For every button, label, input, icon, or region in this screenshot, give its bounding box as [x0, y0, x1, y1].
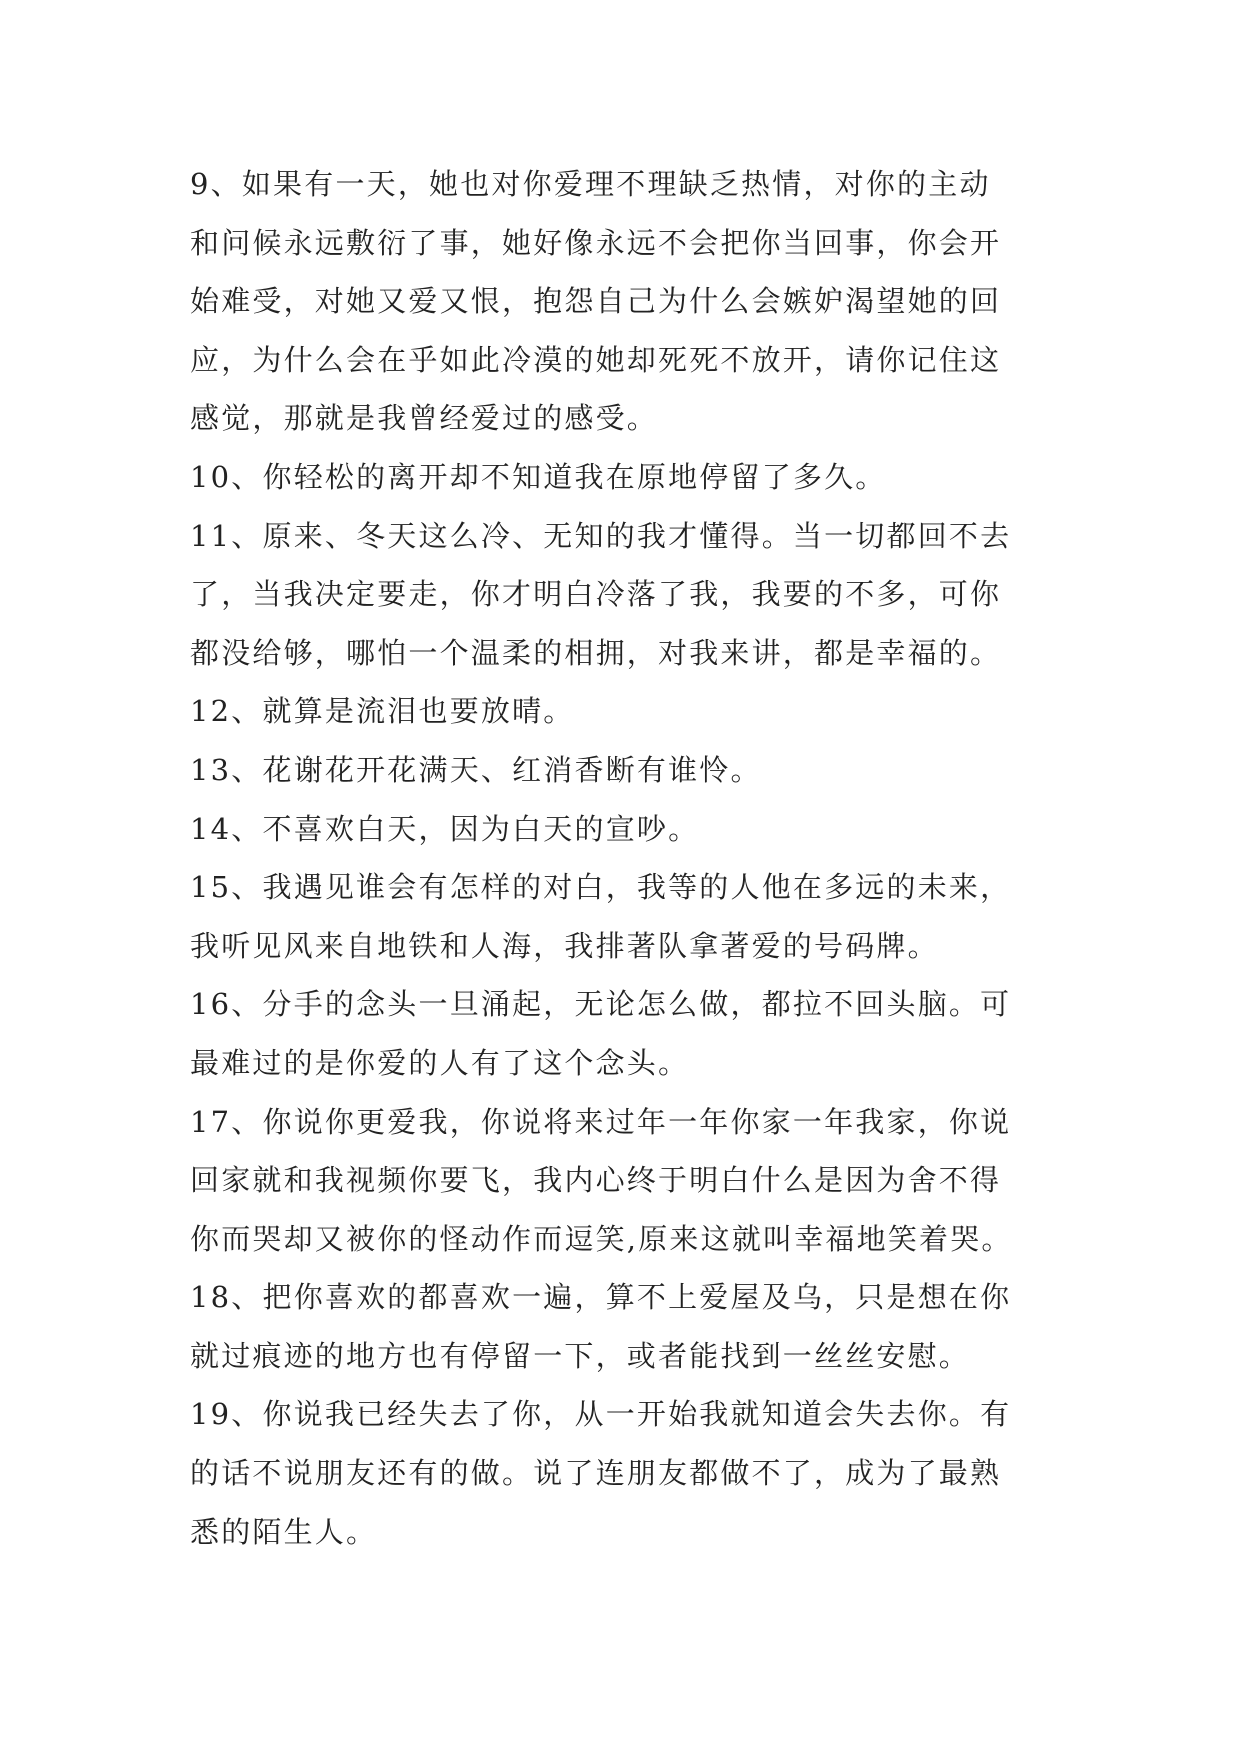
- text-line: 17、你说你更爱我，你说将来过年一年你家一年我家，你说: [190, 1104, 1012, 1139]
- text-line: 感觉，那就是我曾经爱过的感受。: [190, 401, 659, 436]
- text-line: 始难受，对她又爱又恨，抱怨自己为什么会嫉妒渴望她的回: [190, 284, 1002, 319]
- text-line: 悉的陌生人。: [190, 1514, 378, 1549]
- text-line: 10、你轻松的离开却不知道我在原地停留了多久。: [190, 459, 887, 494]
- text-line: 最难过的是你爱的人有了这个念头。: [190, 1045, 690, 1080]
- text-line: 我听见风来自地铁和人海，我排著队拿著爱的号码牌。: [190, 928, 939, 963]
- text-line: 和问候永远敷衍了事，她好像永远不会把你当回事，你会开: [190, 225, 1002, 260]
- text-line: 13、花谢花开花满天、红消香断有谁怜。: [190, 752, 762, 787]
- body-text: [190, 155, 1090, 1561]
- text-line: 的话不说朋友还有的做。说了连朋友都做不了，成为了最熟: [190, 1456, 1002, 1491]
- text-line: 了，当我决定要走，你才明白冷落了我，我要的不多，可你: [190, 577, 1002, 612]
- text-line: 14、不喜欢白天，因为白天的宣吵。: [190, 811, 700, 846]
- text-line: 19、你说我已经失去了你，从一开始我就知道会失去你。有: [190, 1397, 1012, 1432]
- text-line: 就过痕迹的地方也有停留一下，或者能找到一丝丝安慰。: [190, 1338, 971, 1373]
- text-line: 你而哭却又被你的怪动作而逗笑,原来这就叫幸福地笑着哭。: [190, 1221, 1013, 1256]
- text-line: 12、就算是流泪也要放晴。: [190, 694, 575, 729]
- text-line: 11、原来、冬天这么冷、无知的我才懂得。当一切都回不去: [190, 518, 1012, 553]
- text-line: 都没给够，哪怕一个温柔的相拥，对我来讲，都是幸福的。: [190, 635, 1002, 670]
- text-line: 16、分手的念头一旦涌起，无论怎么做，都拉不回头脑。可: [190, 987, 1012, 1022]
- text-line: 应，为什么会在乎如此冷漠的她却死死不放开，请你记住这: [190, 342, 1002, 377]
- text-line: 9、如果有一天，她也对你爱理不理缺乏热情，对你的主动: [190, 167, 991, 201]
- text-line: 18、把你喜欢的都喜欢一遍，算不上爱屋及乌，只是想在你: [190, 1280, 1012, 1315]
- text-line: 15、我遇见谁会有怎样的对白，我等的人他在多远的未来，: [190, 870, 1012, 905]
- text-line: 回家就和我视频你要飞，我内心终于明白什么是因为舍不得: [190, 1163, 1002, 1198]
